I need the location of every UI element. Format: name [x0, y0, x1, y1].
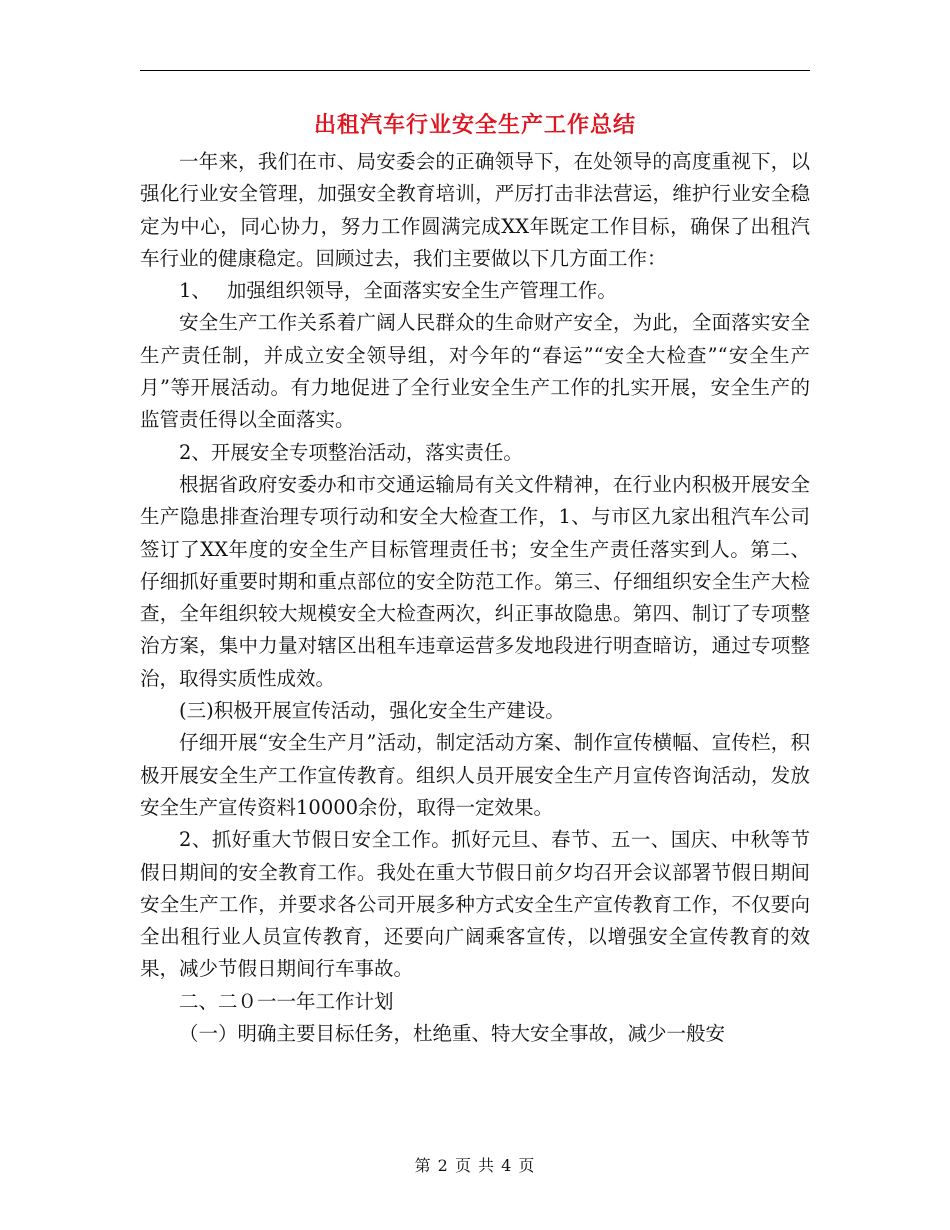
header-rule [140, 70, 810, 71]
paragraph-special-rectification: 根据省政府安委办和市交通运输局有关文件精神，在行业内积极开展安全生产隐患排查治理专项行动和安全大检查工作，1、与市区九家出租汽车公司签订了XX年度的安全生产目标管理责任书；安全生产责任落实到人。第二、仔细抓好重要时期和重点部位的安全防范工作。第三、仔细组织安全生产大检查，全年组织较大规模安全大检查两次，纠正事故隐患。第四、制订了专项整治方案，集中力量对辖区出租车违章运营多发地段进行明查暗访，通过专项整治，取得实质性成效。 [140, 472, 810, 690]
paragraph-publicity: 仔细开展“安全生产月”活动，制定活动方案、制作宣传横幅、宣传栏，积极开展安全生产工作宣传教育。组织人员开展安全生产月宣传咨询活动，发放安全生产宣传资料10000余份，取得一定效果。 [140, 731, 810, 819]
page-number-footer: 第 2 页 共 4 页 [414, 1156, 536, 1175]
document-title: 出租汽车行业安全生产工作总结 [313, 113, 636, 138]
paragraph-work-plan-1: （一）明确主要目标任务，杜绝重、特大安全事故，减少一般安 [179, 1022, 726, 1046]
heading-publicity: (三)积极开展宣传活动，强化安全生产建设。 [179, 699, 565, 723]
heading-work-plan: 二、二０一一年工作计划 [179, 989, 394, 1013]
paragraph-holiday-safety: 2、抓好重大节假日安全工作。抓好元旦、春节、五一、国庆、中秋等节假日期间的安全教育工作。我处在重大节假日前夕均召开会议部署节假日期间安全生产工作，并要求各公司开展多种方式安全生产宣传教育工作，不仅要向全出租行业人员宣传教育，还要向广阔乘客宣传，以增强安全宣传教育的效果，减少节假日期间行车事故。 [140, 828, 810, 981]
heading-organization: 1、 加强组织领导，全面落实安全生产管理工作。 [179, 279, 617, 303]
paragraph-intro: 一年来，我们在市、局安委会的正确领导下，在处领导的高度重视下，以强化行业安全管理，加强安全教育培训，严厉打击非法营运，维护行业安全稳定为中心，同心协力，努力工作圆满完成XX年既定工作目标，确保了出租汽车行业的健康稳定。回顾过去，我们主要做以下几方面工作： [140, 150, 810, 270]
heading-special-rectification: 2、开展安全专项整治活动，落实责任。 [179, 440, 523, 464]
paragraph-organization: 安全生产工作关系着广阔人民群众的生命财产安全，为此，全面落实安全生产责任制，并成立安全领导组，对今年的“春运”“安全大检查”“安全生产月”等开展活动。有力地促进了全行业安全生产工作的扎实开展，安全生产的监管责任得以全面落实。 [140, 311, 810, 432]
document-body [140, 146, 810, 1050]
